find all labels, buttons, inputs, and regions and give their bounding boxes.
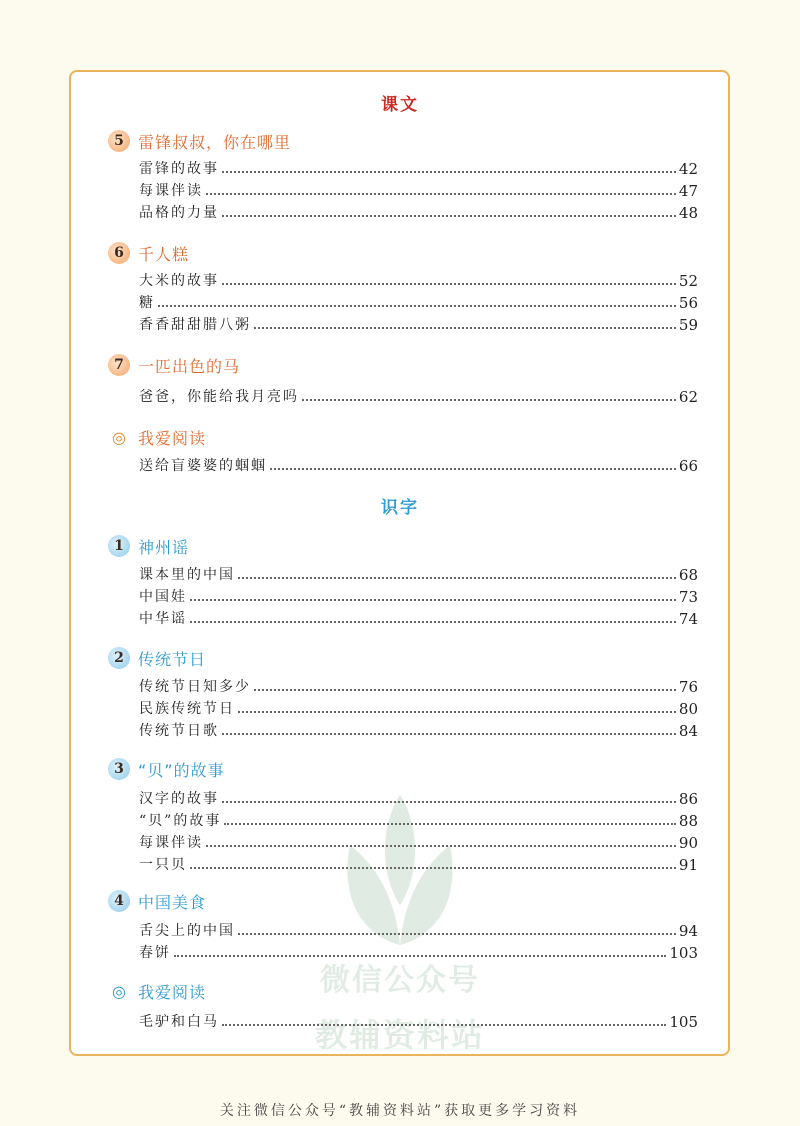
entry-label: 一只贝	[139, 857, 187, 873]
entry-label: 传统节日歌	[139, 723, 219, 739]
entry-label: 中华谣	[139, 611, 187, 627]
toc-entry[interactable]	[139, 832, 698, 852]
unit-heading[interactable]	[108, 425, 206, 449]
entry-label: 每课伴读	[139, 835, 203, 851]
unit-title: 一匹出色的马	[138, 356, 241, 376]
entry-label: 民族传统节日	[139, 701, 235, 717]
entry-page: 90	[678, 834, 698, 852]
dot-leader	[190, 621, 676, 623]
dot-leader	[206, 193, 676, 195]
unit-heading[interactable]	[108, 979, 206, 1003]
entry-page: 94	[678, 922, 698, 940]
entry-label: 春饼	[139, 945, 171, 961]
entry-page: 91	[678, 856, 698, 874]
toc-entry[interactable]	[139, 1011, 698, 1031]
unit-heading[interactable]	[108, 534, 189, 558]
entry-page: 48	[678, 204, 698, 222]
toc-entry[interactable]	[139, 292, 698, 312]
entry-page: 86	[678, 790, 698, 808]
entry-label: 毛驴和白马	[139, 1014, 219, 1030]
toc-entry[interactable]	[139, 698, 698, 718]
dot-leader	[238, 711, 676, 713]
section-title-kewen: 课文	[381, 95, 419, 115]
section-title-shizi: 识字	[381, 498, 419, 518]
entry-page: 68	[678, 566, 698, 584]
dot-leader	[222, 171, 676, 173]
entry-page: 52	[678, 272, 698, 290]
unit-number-badge: 3	[108, 758, 130, 780]
entry-page: 56	[678, 294, 698, 312]
toc-entry[interactable]	[139, 314, 698, 334]
unit-heading[interactable]	[108, 241, 189, 265]
unit-number-badge: 4	[108, 890, 130, 912]
unit-title: “贝”的故事	[138, 760, 225, 780]
toc-entry[interactable]	[139, 920, 698, 940]
entry-label: 传统节日知多少	[139, 679, 251, 695]
entry-page: 47	[678, 182, 698, 200]
toc-entry[interactable]	[139, 202, 698, 222]
dot-leader	[174, 955, 666, 957]
toc-entry[interactable]	[139, 676, 698, 696]
unit-heading[interactable]	[108, 129, 291, 153]
unit-title: 雷锋叔叔，你在哪里	[138, 132, 292, 152]
dot-leader	[158, 305, 676, 307]
toc-entry[interactable]	[139, 586, 698, 606]
dot-leader	[222, 215, 676, 217]
dot-leader	[238, 933, 676, 935]
entry-label: 每课伴读	[139, 183, 203, 199]
entry-page: 105	[669, 1013, 698, 1031]
entry-label: 课本里的中国	[139, 567, 235, 583]
toc-entry[interactable]	[139, 158, 698, 178]
unit-title: 传统节日	[138, 649, 207, 669]
toc-entry[interactable]	[139, 386, 698, 406]
dot-leader	[222, 283, 676, 285]
entry-page: 42	[678, 160, 698, 178]
toc-entry[interactable]	[139, 810, 698, 830]
toc-entry[interactable]	[139, 608, 698, 628]
unit-number-badge: 1	[108, 535, 130, 557]
entry-page: 74	[678, 610, 698, 628]
unit-heading[interactable]	[108, 757, 225, 781]
entry-page: 80	[678, 700, 698, 718]
toc-entry[interactable]	[139, 180, 698, 200]
dot-leader	[190, 599, 676, 601]
entry-page: 59	[678, 316, 698, 334]
entry-label: 大米的故事	[139, 273, 219, 289]
entry-page: 62	[678, 388, 698, 406]
dot-leader	[190, 867, 676, 869]
entry-label: 中国娃	[139, 589, 187, 605]
entry-page: 84	[678, 722, 698, 740]
entry-label: 爸爸，你能给我月亮吗	[139, 389, 299, 405]
footer-note: 关注微信公众号“教辅资料站”获取更多学习资料	[219, 1103, 581, 1119]
dot-leader	[270, 468, 676, 470]
entry-label: 送给盲婆婆的蝈蝈	[139, 458, 267, 474]
toc-entry[interactable]	[139, 270, 698, 290]
entry-page: 73	[678, 588, 698, 606]
unit-title: 我爱阅读	[138, 428, 207, 448]
reading-ring-icon: ◎	[112, 981, 126, 1001]
unit-heading[interactable]	[108, 353, 240, 377]
unit-heading[interactable]	[108, 889, 206, 913]
unit-title: 我爱阅读	[138, 982, 207, 1002]
entry-label: 汉字的故事	[139, 791, 219, 807]
unit-heading[interactable]	[108, 646, 206, 670]
dot-leader	[222, 801, 676, 803]
unit-number-badge: 2	[108, 647, 130, 669]
entry-page: 103	[669, 944, 698, 962]
entry-label: 舌尖上的中国	[139, 923, 235, 939]
dot-leader	[222, 1024, 666, 1026]
toc-entry[interactable]	[139, 854, 698, 874]
unit-title: 中国美食	[138, 892, 207, 912]
toc-entry[interactable]	[139, 720, 698, 740]
dot-leader	[206, 845, 676, 847]
entry-page: 66	[678, 457, 698, 475]
unit-title: 神州谣	[138, 537, 190, 557]
toc-entry[interactable]	[139, 942, 698, 962]
dot-leader	[254, 327, 676, 329]
entry-page: 88	[678, 812, 698, 830]
toc-entry[interactable]	[139, 455, 698, 475]
toc-entry[interactable]	[139, 788, 698, 808]
entry-label: 糖	[139, 295, 155, 311]
dot-leader	[238, 577, 676, 579]
entry-label: 香香甜甜腊八粥	[139, 317, 251, 333]
entry-label: “贝”的故事	[139, 813, 222, 829]
entry-label: 品格的力量	[139, 205, 219, 221]
dot-leader	[302, 399, 676, 401]
unit-title: 千人糕	[138, 244, 190, 264]
reading-ring-icon: ◎	[112, 427, 126, 447]
dot-leader	[254, 689, 676, 691]
unit-number-badge: 6	[108, 242, 130, 264]
unit-number-badge: 7	[108, 354, 130, 376]
entry-page: 76	[678, 678, 698, 696]
unit-number-badge: 5	[108, 130, 130, 152]
entry-label: 雷锋的故事	[139, 161, 219, 177]
toc-entry[interactable]	[139, 564, 698, 584]
dot-leader	[222, 733, 676, 735]
dot-leader	[224, 823, 676, 825]
